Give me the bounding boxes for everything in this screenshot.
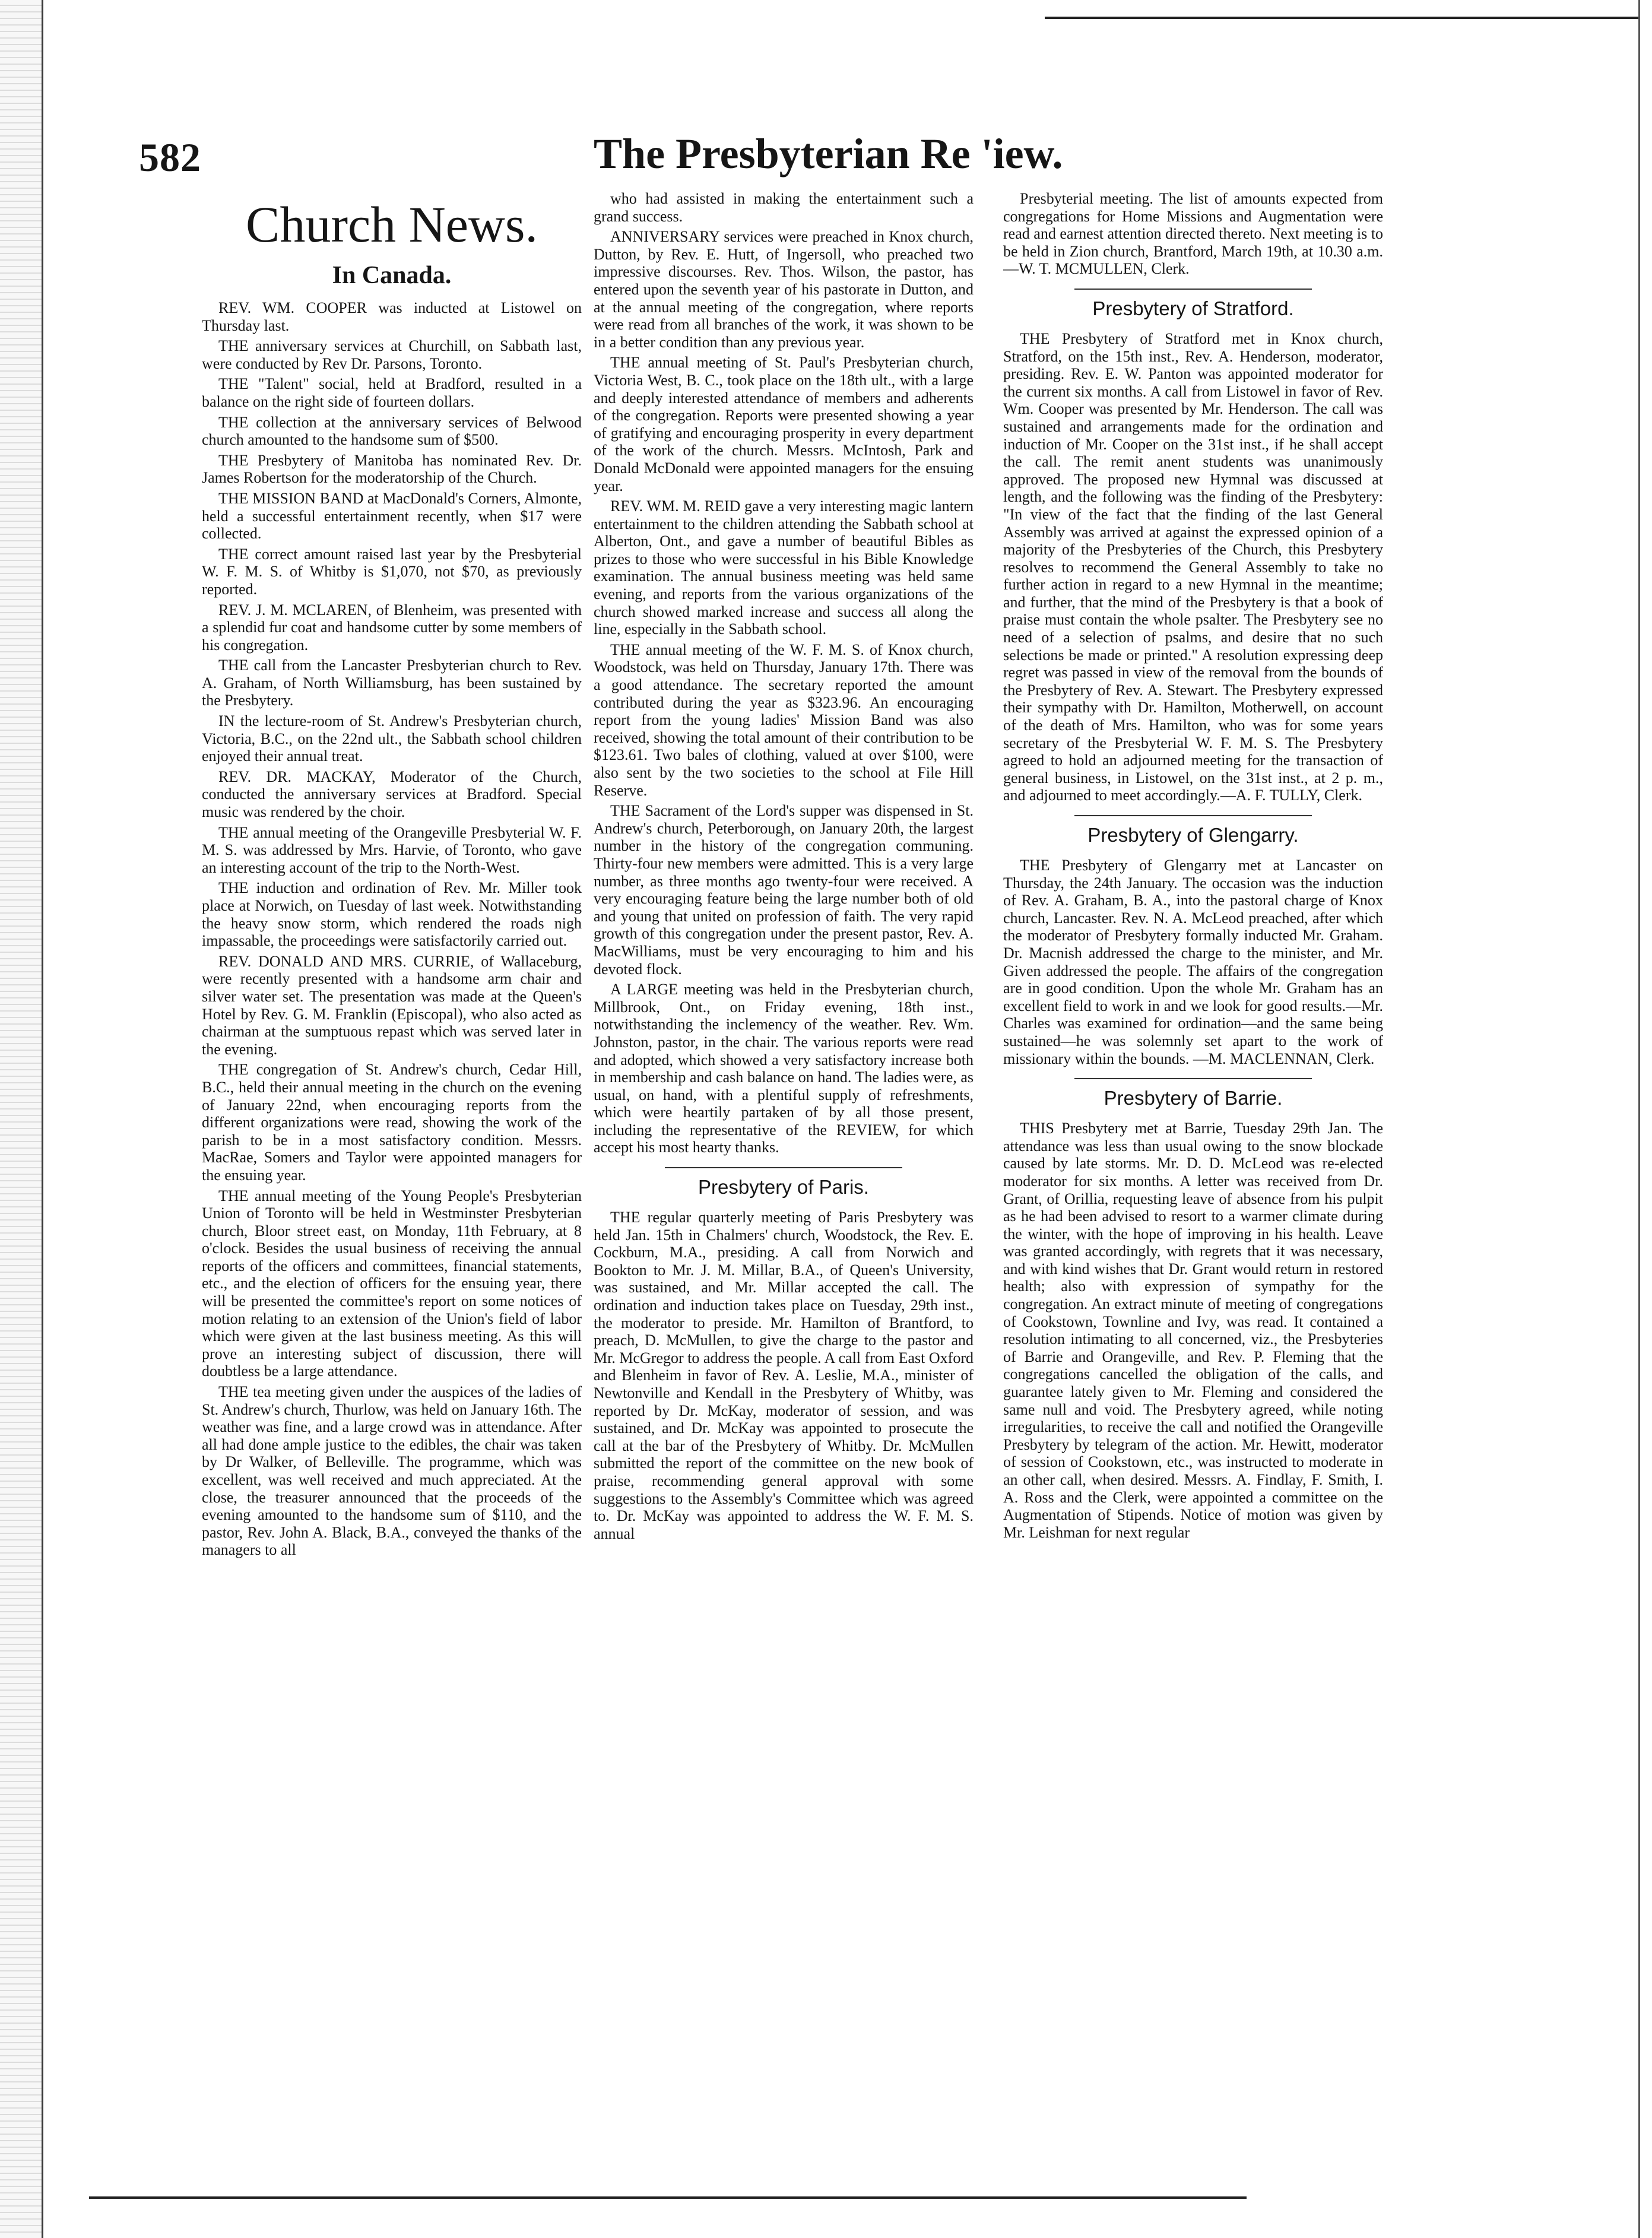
page-number: 582 xyxy=(139,135,201,180)
journal-title: The Presbyterian Re 'iew. xyxy=(594,130,1063,177)
news-item: THE regular quarterly meeting of Paris Presbytery was held Jan. 15th in Chalmers' church, Woodstock, the Rev. E. Cockburn, M.A., presiding. A call from Norwich and Bookton to Mr. J. M. Millar, B.A., of Queen's University, was sustained, and Mr. Millar accepted the call. The ordination and induction takes place on Tuesday, 29th inst., the moderator to preside. Mr. Hamilton of Brantford, to preach, D. McMullen, to give the charge to the pastor and Mr. McGregor to address the people. A call from East Oxford and Blenheim in favor of Rev. A. Leslie, M.A., minister of Newtonville and Kendall in the Presbytery of Whitby, was reported by Dr. McKay, moderator of session, and was sustained, and Dr. McKay was appointed to prosecute the call at the bar of the Presbytery of Whitby. Dr. McMullen submitted the report of the committee on the new book of praise, recommending general approval with some suggestions to the Assembly's Committee which was agreed to. Dr. McKay was appointed to address the W. F. M. S. annual xyxy=(594,1209,974,1542)
right-page-edge xyxy=(1638,0,1640,2238)
news-item: THE induction and ordination of Rev. Mr. Miller took place at Norwich, on Tuesday of last week. Notwithstanding the heavy snow storm, which rendered the roads nigh impassable, the proceedings were satisfactorily carried out. xyxy=(202,879,582,950)
column-2 xyxy=(594,190,974,2167)
news-item: THE anniversary services at Churchill, on Sabbath last, were conducted by Rev Dr. Parsons, Toronto. xyxy=(202,337,582,372)
news-item: THE MISSION BAND at MacDonald's Corners, Almonte, held a successful entertainment recently, when $17 were collected. xyxy=(202,489,582,543)
bottom-rule xyxy=(89,2196,1247,2199)
news-item: THE Presbytery of Stratford met in Knox church, Stratford, on the 15th inst., Rev. A. Henderson, moderator, presiding. Rev. E. W. Panton was appointed moderator for the current six months. A call from Listowel in favor of Rev. Wm. Cooper was presented by Mr. Henderson. The call was sustained and arrangements made for the ordination and induction of Mr. Cooper on the 31st inst., if he shall accept the call. The remit anent students was unanimously approved. The proposed new Hymnal was discussed at length, and the following was the finding of the Presbytery: "In view of the fact that the finding of the last General Assembly was arrived at against the expressed opinion of a majority of the Presbyteries of the Church, this Presbytery resolves to recommend the General Assembly to take no further action in regard to a new Hymnal in the meantime; and further, that the mind of the Presbytery is that a book of praise must contain the whole psalter. The Presbytery see no need of a selection of psalms, and desire that no such selections be made or printed." A resolution expressing deep regret was passed in view of the removal from the bounds of the Presbytery of Rev. A. Stewart. The Presbytery expressed their sympathy with Dr. Hamilton, Motherwell, on account of the death of Mrs. Hamilton, who was for some years secretary of the Presbyterial W. F. M. S. The Presbytery agreed to hold an adjourned meeting for the transaction of general business, in Listowel, on the 31st inst., at 2 p. m., and adjourned to meet accordingly.—A. F. TULLY, Clerk. xyxy=(1003,329,1383,804)
news-item: THE annual meeting of the Orangeville Presbyterial W. F. M. S. was addressed by Mrs. Harvie, of Toronto, who gave an interesting account of the trip to the North-West. xyxy=(202,823,582,876)
heading-presbytery-of-stratford: Presbytery of Stratford. xyxy=(1092,297,1294,319)
section-divider xyxy=(665,1167,902,1168)
subhead-in-canada: In Canada. xyxy=(332,262,452,289)
news-item: REV. DONALD AND MRS. CURRIE, of Wallaceburg, were recently presented with a handsome arm chair and silver water set. The presentation was made at the Queen's Hotel by Rev. G. M. Franklin (Episcopal), who also acted as chairman at the sumptuous repast which was served later in the evening. xyxy=(202,952,582,1058)
heading-presbytery-of-paris: Presbytery of Paris. xyxy=(698,1176,869,1199)
news-item: THE collection at the anniversary services of Belwood church amounted to the handsome sum of $500. xyxy=(202,413,582,449)
section-divider xyxy=(1074,815,1312,816)
news-item: THIS Presbytery met at Barrie, Tuesday 29th Jan. The attendance was less than usual owing to the snow blockade caused by late storms. Mr. D. D. McLeod was re-elected moderator for six months. A letter was received from Dr. Grant, of Orillia, requesting leave of absence from his pulpit as he had been advised to resort to a warmer climate during the winter, with the hope of improving in his health. Leave was granted accordingly, with regrets that it was necessary, and with kind wishes that Dr. Grant would return in restored health; also with expression of sympathy for the congregation. An extract minute of meeting of congregations of Cookstown, Townline and Ivy, was read. It contained a resolution intimating to all concerned, viz., the Presbyteries of Barrie and Orangeville, and Rev. P. Fleming that the congregations cancelled the obligation of the calls, and guarantee lately given to Mr. Fleming and considered the same null and void. The Presbytery agreed, while noting irregularities, to receive the call and notified the Orangeville Presbytery by telegram of the action. Mr. Hewitt, moderator of session of Cookstown, etc., was instructed to moderate in an other call, when desired. Messrs. A. Findlay, F. Smith, I. A. Ross and the Clerk, were appointed a committee on the Augmentation of Stipends. Notice of motion was given by Mr. Leishman for next regular xyxy=(1003,1120,1383,1541)
news-item: A LARGE meeting was held in the Presbyterian church, Millbrook, Ont., on Friday evening, 18th inst., notwithstanding the inclemency of the weather. Rev. Wm. Johnston, pastor, in the chair. The various reports were read and adopted, which showed a very satisfactory increase both in membership and cash balance on hand. The ladies were, as usual, on hand, with a plentiful supply of refreshments, which were heartily partaken of by all those present, including the representative of the REVIEW, for which accept his most hearty thanks. xyxy=(594,981,974,1156)
top-rule xyxy=(1045,17,1638,19)
news-item: Presbyterial meeting. The list of amounts expected from congregations for Home Missions and Augmentation were read and earnest attention directed thereto. Next meeting is to be held in Zion church, Brantford, March 19th, at 10.30 a.m.—W. T. MCMULLEN, Clerk. xyxy=(1003,190,1383,278)
news-item: THE annual meeting of the Young People's Presbyterian Union of Toronto will be held in Westminster Presbyterian church, Bloor street east, on Monday, 11th February, at 8 o'clock. Besides the usual business of receiving the annual reports of the officers and committees, financial statements, etc., and the election of officers for the ensuing year, there will be presented the committee's report on some notices of motion relating to an extension of the Union's field of labor which were given at the last business meeting. As this will prove an interesting subject of discussion, there will doubtless be a large attendance. xyxy=(202,1187,582,1380)
news-item: THE Presbytery of Manitoba has nominated Rev. Dr. James Robertson for the moderatorship of the Church. xyxy=(202,451,582,487)
news-item: THE correct amount raised last year by the Presbyterial W. F. M. S. of Whitby is $1,070, not $70, as previously reported. xyxy=(202,545,582,598)
news-item: who had assisted in making the entertainment such a grand success. xyxy=(594,190,974,225)
news-item: REV. WM. COOPER was inducted at Listowel on Thursday last. xyxy=(202,299,582,334)
news-item: THE annual meeting of St. Paul's Presbyterian church, Victoria West, B. C., took place on the 18th ult., with a large and deeply interested attendance of members and adherents of the congregation. Reports were presented showing a year of gratifying and encouraging prosperity in every department of the work of the church. Messrs. McIntosh, Park and Donald McDonald were appointed managers for the ensuing year. xyxy=(594,354,974,494)
masthead-church-news: Church News. xyxy=(245,196,538,253)
news-item: THE Sacrament of the Lord's supper was dispensed in St. Andrew's church, Peterborough, on January 20th, the largest number in the history of the congregation communing. Thirty-four new members were admitted. This is a very large number, as three months ago twenty-four were received. A very encouraging feature being the large number both of old and young that united on profession of faith. The very rapid growth of this congregation under the present pastor, Rev. A. MacWilliams, must be very encouraging to him and his devoted flock. xyxy=(594,802,974,978)
news-item: ANNIVERSARY services were preached in Knox church, Dutton, by Rev. E. Hutt, of Ingersoll, who preached two impressive discourses. Rev. Thos. Wilson, the pastor, has entered upon the seventh year of his pastorate in Dutton, and at the annual meeting of the congregation, where reports were read from all branches of the work, it was shown to be in a better condition than any previous year. xyxy=(594,228,974,351)
book-binding-edge xyxy=(0,0,43,2238)
news-item: THE tea meeting given under the auspices of the ladies of St. Andrew's church, Thurlow, was held on January 16th. The weather was fine, and a large crowd was in attendance. After all had done ample justice to the edibles, the chair was taken by Dr Walker, of Belleville. The programme, which was excellent, was well received and much appreciated. At the close, the treasurer announced that the proceeds of the evening amounted to the handsome sum of $110, and the pastor, Rev. John A. Black, B.A., conveyed the thanks of the managers to all xyxy=(202,1383,582,1559)
news-item: REV. J. M. MCLAREN, of Blenheim, was presented with a splendid fur coat and handsome cutter by some members of his congregation. xyxy=(202,601,582,654)
news-item: THE Presbytery of Glengarry met at Lancaster on Thursday, the 24th January. The occasion was the induction of Rev. A. Graham, B. A., into the pastoral charge of Knox church, Lancaster. Rev. N. A. McLeod preached, after which the moderator of Presbytery formally inducted Mr. Graham. Dr. Macnish addressed the charge to the minister, and Mr. Given addressed the people. The affairs of the congregation are in good condition. Upon the whole Mr. Graham has an excellent field to work in and we look for good results.—Mr. Charles was examined for ordination—and the same being sustained—he was solemnly set apart to the work of missionary within the bounds. —M. MACLENNAN, Clerk. xyxy=(1003,857,1383,1067)
news-item: THE annual meeting of the W. F. M. S. of Knox church, Woodstock, was held on Thursday, January 17th. There was a good attendance. The secretary reported the amount contributed during the year as $323.96. An encouraging report from the young ladies' Mission Band was also received, showing the total amount of their contribution to be $123.61. Two bales of clothing, valued at over $100, were also sent by the two societies to the school at File Hill Reserve. xyxy=(594,641,974,799)
news-item: THE call from the Lancaster Presbyterian church to Rev. A. Graham, of North Williamsburg, has been sustained by the Presbytery. xyxy=(202,657,582,709)
news-item: THE "Talent" social, held at Bradford, resulted in a balance on the right side of fourteen dollars. xyxy=(202,375,582,410)
news-item: REV. WM. M. REID gave a very interesting magic lantern entertainment to the children attending the Sabbath school at Alberton, Ont., and gave a number of beautiful Bibles as prizes to those who were successful in his Bible Knowledge examination. The annual business meeting was held same evening, and reports from the various organizations of the church showed marked increase and success all along the line, especially in the Sabbath school. xyxy=(594,497,974,638)
heading-presbytery-of-glengarry: Presbytery of Glengarry. xyxy=(1087,824,1299,846)
news-item: REV. DR. MACKAY, Moderator of the Church, conducted the anniversary services at Bradford. Special music was rendered by the choir. xyxy=(202,768,582,821)
news-item: IN the lecture-room of St. Andrew's Presbyterian church, Victoria, B.C., on the 22nd ult., the Sabbath school children enjoyed their annual treat. xyxy=(202,712,582,765)
news-item: THE congregation of St. Andrew's church, Cedar Hill, B.C., held their annual meeting in the church on the evening of January 22nd, when encouraging reports from the different organizations were read, showing the work of the parish to be in a most satisfactory condition. Messrs. MacRae, Somers and Taylor were appointed managers for the ensuing year. xyxy=(202,1061,582,1184)
column-3 xyxy=(1003,190,1383,2167)
section-divider xyxy=(1074,1078,1312,1079)
column-1 xyxy=(202,190,582,2167)
section-divider xyxy=(1074,289,1312,290)
heading-presbytery-of-barrie: Presbytery of Barrie. xyxy=(1104,1087,1283,1110)
